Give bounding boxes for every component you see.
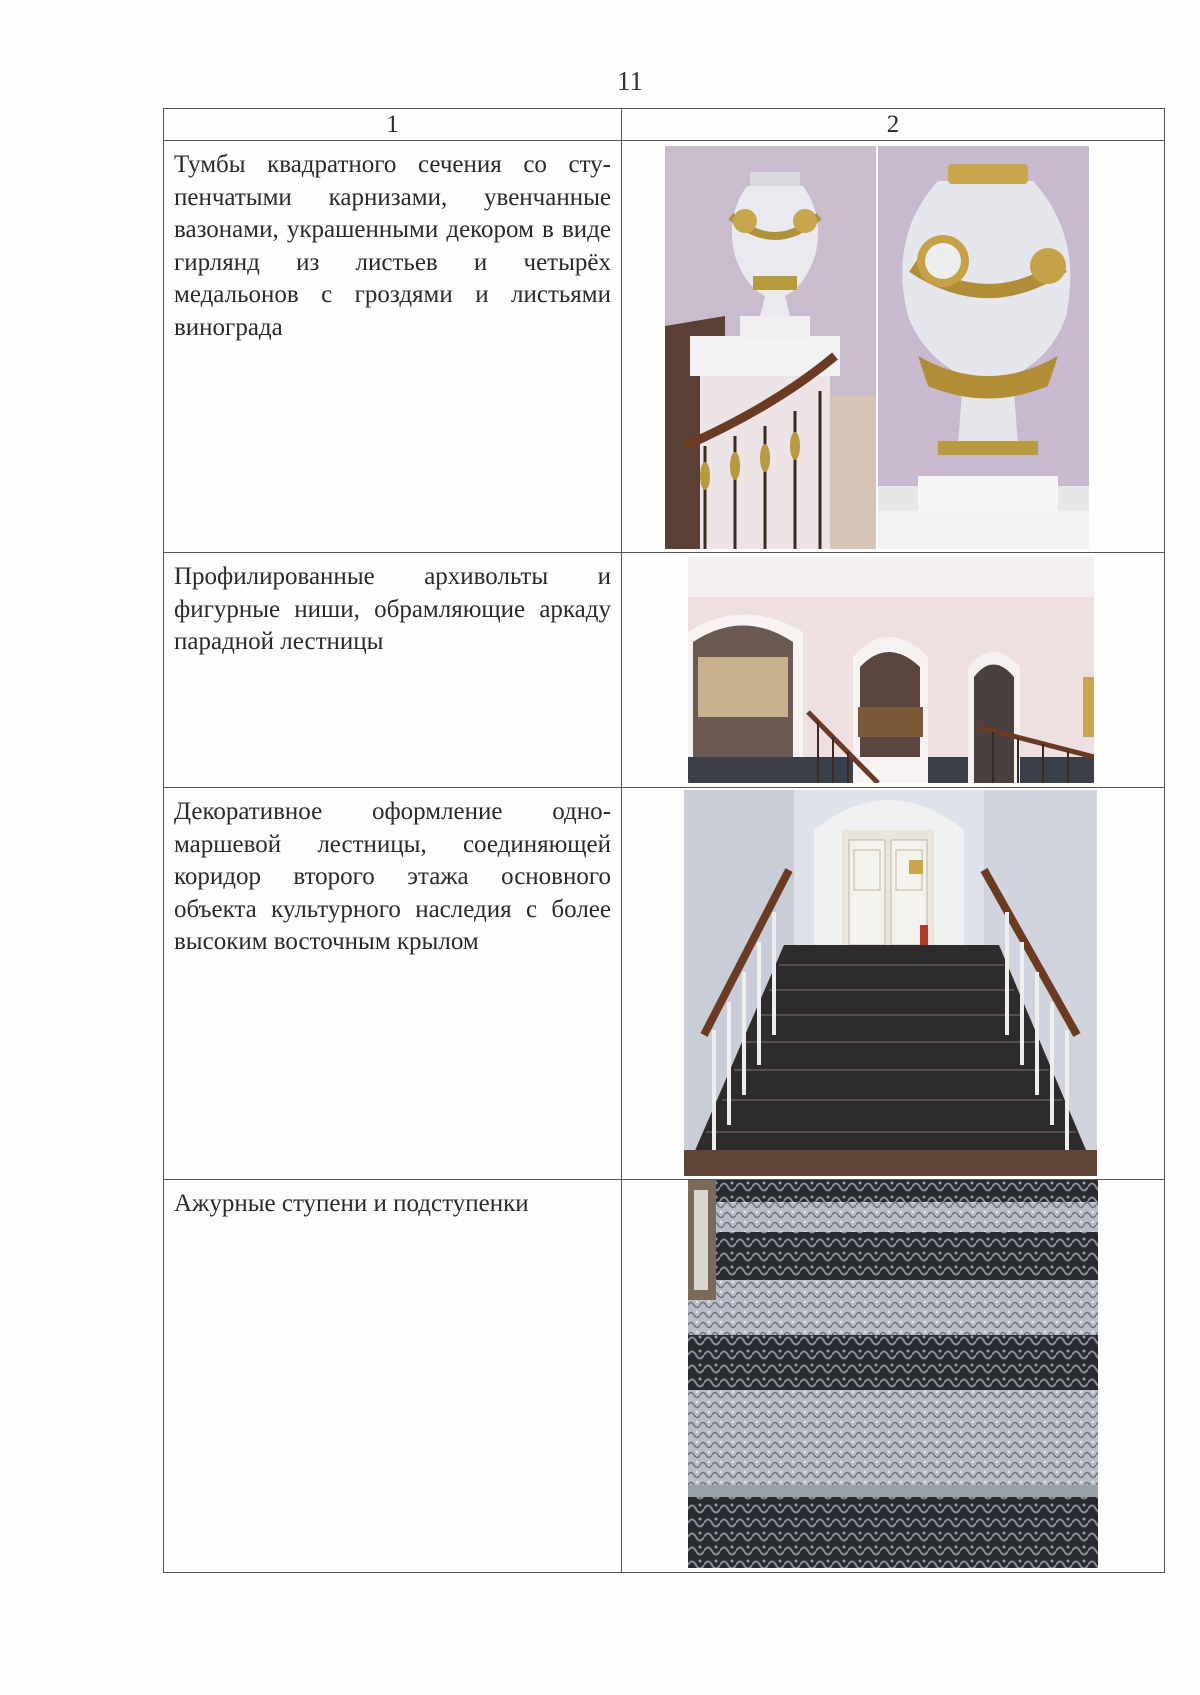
heritage-elements-table: [163, 108, 1165, 1573]
description-cell: [164, 141, 622, 553]
page-number: 11: [617, 66, 643, 96]
table-row: [164, 141, 1165, 553]
column-header-1: 1: [164, 109, 622, 141]
vase-on-pedestal-at-stair-photo: [665, 146, 876, 549]
table-header-row: [164, 109, 1165, 141]
photo-cell: [622, 788, 1165, 1180]
table-row: [164, 553, 1165, 788]
row-description: Декоративное оформление одномаршевой лестницы, соединяющей коридор второго этажа основного объекта культурного наследия с более высоким восточным крылом: [174, 798, 611, 955]
photo-cell: [622, 141, 1165, 553]
column-header-2: 2: [622, 109, 1165, 141]
table-row: [164, 1180, 1165, 1573]
arcade-archivolts-photo: [688, 557, 1094, 783]
row-description: Тумбы квадратного сечения со ступенчатыми карнизами, увенчанные вазонами, украшенными декором в виде гирлянд из листьев и четырёх медальонов с гроздями и листьями винограда: [174, 151, 611, 341]
table-row: [164, 788, 1165, 1180]
description-cell: [164, 788, 622, 1180]
photo-cell: [622, 553, 1165, 788]
row-description: Профилированные архивольты и фигурные ниши, обрамляющие аркаду парадной лестницы: [174, 563, 611, 655]
photo-cell: [622, 1180, 1165, 1573]
single-flight-staircase-photo: [684, 790, 1097, 1176]
openwork-steps-photo: [688, 1180, 1098, 1568]
description-cell: [164, 1180, 622, 1573]
description-cell: [164, 553, 622, 788]
row-description: Ажурные ступени и подступенки: [174, 1190, 529, 1217]
vase-closeup-photo: [878, 146, 1089, 549]
